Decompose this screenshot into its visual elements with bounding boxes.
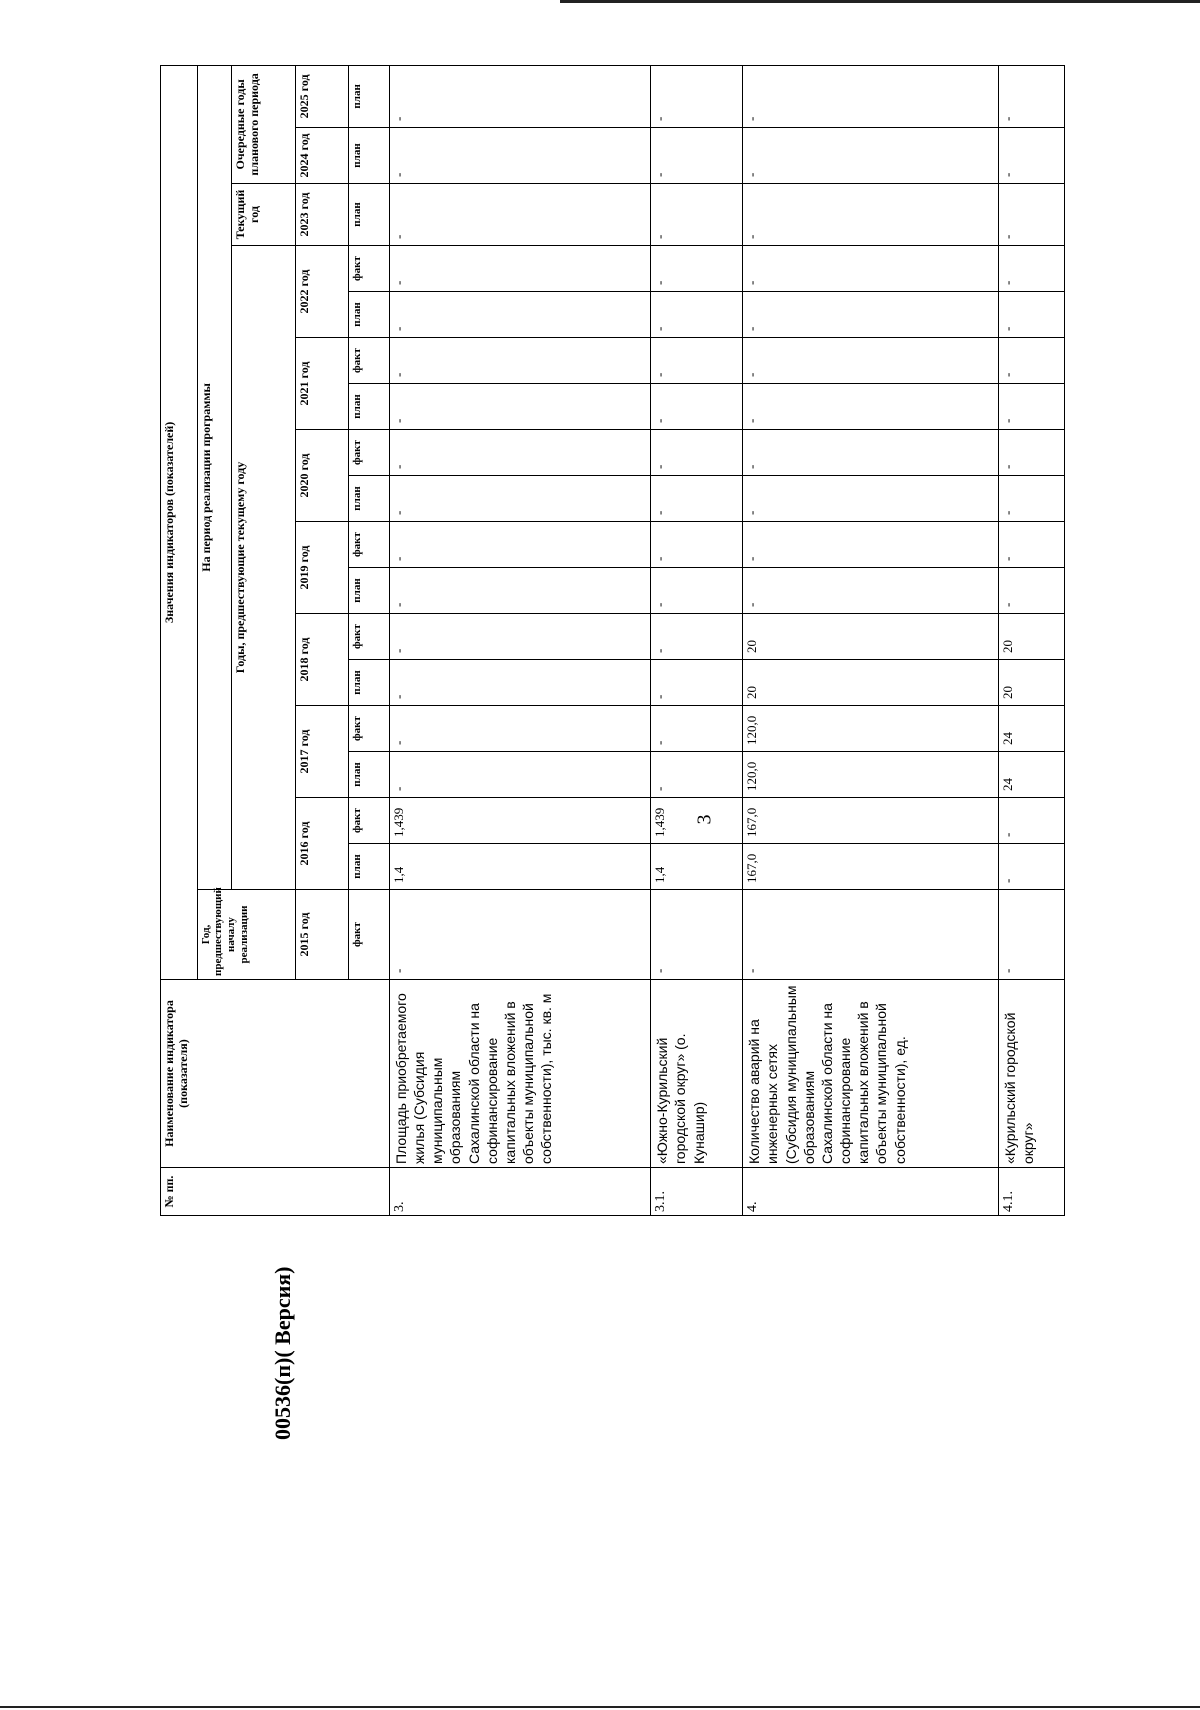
table-cell: -: [998, 568, 1064, 614]
table-cell: -: [389, 614, 650, 660]
year-2021: 2021 год: [295, 338, 348, 430]
year-2020: 2020 год: [295, 430, 348, 522]
table-cell: -: [389, 338, 650, 384]
year-2016: 2016 год: [295, 798, 348, 890]
table-cell: -: [389, 128, 650, 184]
table-cell: -: [743, 128, 998, 184]
table-cell: -: [651, 128, 743, 184]
table-cell: -: [389, 752, 650, 798]
table-cell: -: [389, 476, 650, 522]
table-cell: -: [998, 844, 1064, 890]
sub-plan-2021: план: [348, 384, 389, 430]
table-cell: 1,4: [389, 844, 650, 890]
table-cell: 20: [998, 614, 1064, 660]
sub-plan-2023: план: [348, 184, 389, 246]
sub-plan-2025: план: [348, 65, 389, 127]
sub-plan-2024: план: [348, 128, 389, 184]
table-cell: -: [743, 890, 998, 980]
table-cell: -: [651, 568, 743, 614]
col-header-pre-year: Год, предшествующий началу реализации: [197, 890, 295, 980]
table-row: [651, 65, 743, 1215]
sub-fact-2018: факт: [348, 614, 389, 660]
table-cell: -: [651, 338, 743, 384]
table-cell: -: [998, 246, 1064, 292]
table-cell: -: [998, 384, 1064, 430]
sub-fact-2019: факт: [348, 522, 389, 568]
sub-plan-2018: план: [348, 660, 389, 706]
year-2023: 2023 год: [295, 184, 348, 246]
table-cell: -: [389, 660, 650, 706]
table-cell: -: [651, 184, 743, 246]
table-cell: -: [389, 890, 650, 980]
col-header-name: Наименование индикатора (показателя): [161, 980, 390, 1168]
col-header-program-period: На период реализации программы: [197, 65, 232, 889]
table-cell: -: [389, 292, 650, 338]
table-cell: -: [998, 65, 1064, 127]
year-2018: 2018 год: [295, 614, 348, 706]
sub-fact-2022: факт: [348, 246, 389, 292]
indicator-name: «Курильский городской округ»: [998, 980, 1064, 1168]
table-cell: 24: [998, 752, 1064, 798]
table-cell: 120,0: [743, 706, 998, 752]
document-code-footer: 00536(п)( Версия): [270, 1266, 295, 1440]
table-cell: -: [651, 890, 743, 980]
table-cell: -: [743, 246, 998, 292]
sub-plan-2020: план: [348, 476, 389, 522]
table-cell: -: [743, 476, 998, 522]
indicator-table: [160, 65, 1065, 1216]
indicator-name: «Южно-Курильский городской округ» (о. Кунашир): [651, 980, 743, 1168]
table-cell: 20: [998, 660, 1064, 706]
sub-plan-2016: план: [348, 844, 389, 890]
table-cell: -: [998, 338, 1064, 384]
row-number: 4.1.: [998, 1168, 1064, 1216]
table-cell: -: [651, 476, 743, 522]
indicator-name: Количество аварий на инженерных сетях (Субсидия муниципальным образованиям Сахалинской области на софинансирование капитальных вложений в объекты муниципальной собственности), ед.: [743, 980, 998, 1168]
table-cell: -: [743, 184, 998, 246]
sub-plan-2019: план: [348, 568, 389, 614]
table-row: [389, 65, 650, 1215]
indicator-table-rotated: [160, 73, 1065, 1216]
table-cell: -: [389, 65, 650, 127]
table-cell: -: [743, 384, 998, 430]
sub-fact-2020: факт: [348, 430, 389, 476]
table-cell: -: [651, 65, 743, 127]
table-row: [998, 65, 1064, 1215]
table-cell: -: [651, 752, 743, 798]
sub-fact-2016: факт: [348, 798, 389, 844]
table-cell: -: [998, 292, 1064, 338]
sub-plan-2017: план: [348, 752, 389, 798]
table-cell: -: [389, 706, 650, 752]
table-cell: -: [389, 522, 650, 568]
col-header-number: № пп.: [161, 1168, 390, 1216]
table-cell: -: [389, 246, 650, 292]
year-2017: 2017 год: [295, 706, 348, 798]
table-cell: 167,0: [743, 798, 998, 844]
row-number: 3.1.: [651, 1168, 743, 1216]
table-cell: -: [651, 430, 743, 476]
table-cell: -: [651, 614, 743, 660]
table-cell: -: [651, 706, 743, 752]
table-cell: -: [651, 246, 743, 292]
year-2025: 2025 год: [295, 65, 348, 127]
col-header-values: Значения индикаторов (показателей): [161, 65, 198, 979]
table-cell: 24: [998, 706, 1064, 752]
table-cell: 20: [743, 614, 998, 660]
table-cell: -: [651, 292, 743, 338]
table-cell: -: [998, 184, 1064, 246]
table-cell: -: [743, 338, 998, 384]
table-cell: -: [651, 384, 743, 430]
col-header-prev-years: Годы, предшествующие текущему году: [232, 246, 295, 890]
table-cell: -: [389, 384, 650, 430]
sub-fact-2021: факт: [348, 338, 389, 384]
table-cell: -: [743, 292, 998, 338]
table-cell: -: [998, 476, 1064, 522]
row-number: 4.: [743, 1168, 998, 1216]
table-cell: 167,0: [743, 844, 998, 890]
table-cell: -: [998, 798, 1064, 844]
indicator-name: Площадь приобретаемого жилья (Субсидия муниципальным образованиям Сахалинской области на софинансирование капитальных вложений в объекты муниципальной собственности), тыс. кв. м: [389, 980, 650, 1168]
row-number: 3.: [389, 1168, 650, 1216]
table-cell: -: [743, 522, 998, 568]
table-cell: -: [998, 890, 1064, 980]
sub-fact-2015: факт: [348, 890, 389, 980]
table-row: [743, 65, 998, 1215]
year-2019: 2019 год: [295, 522, 348, 614]
sub-fact-2017: факт: [348, 706, 389, 752]
table-cell: 1,4: [651, 844, 743, 890]
table-cell: 1,439: [651, 798, 743, 844]
table-cell: -: [651, 522, 743, 568]
table-cell: -: [389, 430, 650, 476]
table-cell: -: [743, 568, 998, 614]
page-number: 3: [693, 814, 716, 825]
year-2024: 2024 год: [295, 128, 348, 184]
scan-edge-bottom: [0, 1706, 1200, 1708]
table-cell: -: [998, 128, 1064, 184]
table-cell: -: [389, 184, 650, 246]
col-header-next-years: Очередные годы планового периода: [232, 65, 295, 183]
table-cell: -: [743, 65, 998, 127]
table-cell: -: [998, 430, 1064, 476]
table-cell: 20: [743, 660, 998, 706]
table-cell: -: [651, 660, 743, 706]
year-2022: 2022 год: [295, 246, 348, 338]
table-cell: -: [389, 568, 650, 614]
table-cell: 120,0: [743, 752, 998, 798]
sub-plan-2022: план: [348, 292, 389, 338]
year-2015: 2015 год: [295, 890, 348, 980]
table-cell: -: [998, 522, 1064, 568]
col-header-current-year: Текущий год: [232, 184, 295, 246]
table-cell: -: [743, 430, 998, 476]
scan-edge-top: [560, 0, 1200, 3]
table-cell: 1,439: [389, 798, 650, 844]
